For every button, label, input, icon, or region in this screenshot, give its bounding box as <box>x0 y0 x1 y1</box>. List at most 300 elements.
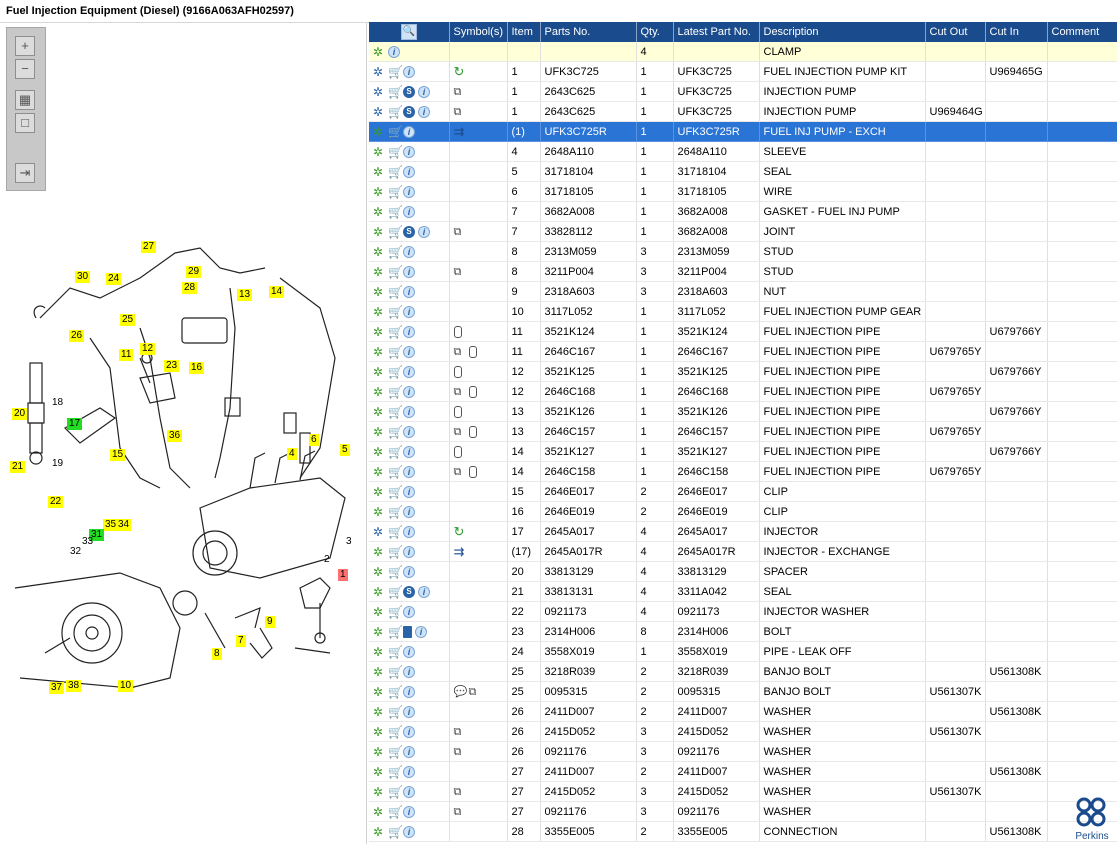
info-icon[interactable]: i <box>403 726 415 738</box>
zoom-in-icon[interactable]: + <box>15 36 35 56</box>
callout-15[interactable]: 15 <box>112 449 124 460</box>
callout-18[interactable]: 18 <box>52 397 64 408</box>
cart-icon[interactable]: 🛒 <box>388 664 403 679</box>
callout-38[interactable]: 38 <box>68 680 80 691</box>
callout-23[interactable]: 23 <box>166 360 178 371</box>
info-icon[interactable]: i <box>403 286 415 298</box>
table-row[interactable] <box>369 342 1117 362</box>
parts-list-grid[interactable] <box>369 22 1117 844</box>
qty-cell: 3 <box>636 782 673 802</box>
table-row[interactable] <box>369 702 1117 722</box>
cart-icon[interactable]: 🛒 <box>388 424 403 439</box>
callout-7[interactable]: 7 <box>238 635 244 646</box>
cart-icon[interactable]: 🛒 <box>388 364 403 379</box>
info-icon[interactable]: i <box>403 506 415 518</box>
cylinder-icon[interactable] <box>469 466 477 478</box>
info-icon[interactable]: i <box>403 546 415 558</box>
gear-icon[interactable]: ✲ <box>373 744 384 759</box>
cylinder-icon[interactable] <box>469 426 477 438</box>
gears-icon[interactable]: ✲ <box>373 64 384 79</box>
info-icon[interactable]: i <box>418 106 430 118</box>
info-icon[interactable]: i <box>403 666 415 678</box>
manual-icon[interactable]: ⧉ <box>453 265 462 278</box>
cylinder-icon[interactable] <box>469 386 477 398</box>
cart-icon[interactable]: 🛒 <box>388 804 403 819</box>
cart-icon[interactable]: 🛒 <box>388 384 403 399</box>
item-cell: 25 <box>507 682 540 702</box>
callout-27[interactable]: 27 <box>143 241 155 252</box>
cart-icon[interactable]: 🛒 <box>388 124 403 139</box>
table-row[interactable] <box>369 522 1117 542</box>
col-parts-no[interactable]: Parts No. <box>540 22 636 42</box>
latest-part-cell: 2645A017 <box>673 522 759 542</box>
table-row[interactable] <box>369 802 1117 822</box>
kit-swap-icon[interactable]: ↻ <box>453 63 465 79</box>
part-number-cell: UFK3C725 <box>540 62 636 82</box>
gear-icon[interactable]: ✲ <box>373 364 384 379</box>
gear-icon[interactable]: ✲ <box>373 464 384 479</box>
gear-icon[interactable]: ✲ <box>373 664 384 679</box>
cylinder-icon[interactable] <box>454 326 462 338</box>
row-actions-cell <box>369 382 449 402</box>
col-qty[interactable]: Qty. <box>636 22 673 42</box>
supersession-icon[interactable]: S <box>403 586 415 598</box>
callout-34[interactable]: 34 <box>118 519 130 530</box>
table-row[interactable] <box>369 42 1117 62</box>
cart-icon[interactable]: 🛒 <box>388 684 403 699</box>
description-cell: WASHER <box>759 702 925 722</box>
table-row[interactable] <box>369 242 1117 262</box>
gear-icon[interactable]: ✲ <box>373 244 384 259</box>
cart-icon[interactable]: 🛒 <box>388 604 403 619</box>
part-number-cell: 3558X019 <box>540 642 636 662</box>
table-row[interactable] <box>369 782 1117 802</box>
info-icon[interactable]: i <box>418 586 430 598</box>
gear-icon[interactable]: ✲ <box>373 224 384 239</box>
search-parts-icon[interactable]: 🔍 <box>401 24 417 40</box>
gear-icon[interactable]: ✲ <box>373 424 384 439</box>
comment-cell <box>1047 722 1117 742</box>
fit-icon[interactable]: ▦ <box>15 90 35 110</box>
part-number-cell: 31718105 <box>540 182 636 202</box>
info-icon[interactable]: i <box>388 46 400 58</box>
callout-28[interactable]: 28 <box>184 282 196 293</box>
cut-in-cell <box>985 282 1047 302</box>
supersession-icon[interactable]: S <box>403 226 415 238</box>
gear-icon[interactable]: ✲ <box>373 164 384 179</box>
qty-cell: 4 <box>636 42 673 62</box>
qty-cell: 2 <box>636 502 673 522</box>
info-icon[interactable]: i <box>403 746 415 758</box>
table-row[interactable] <box>369 262 1117 282</box>
latest-part-cell: 0095315 <box>673 682 759 702</box>
gear-icon[interactable]: ✲ <box>373 704 384 719</box>
callout-33[interactable]: 33 <box>82 536 94 547</box>
latest-part-cell: UFK3C725 <box>673 82 759 102</box>
info-icon[interactable]: i <box>403 766 415 778</box>
table-row[interactable] <box>369 642 1117 662</box>
table-row[interactable] <box>369 282 1117 302</box>
table-row[interactable] <box>369 462 1117 482</box>
cart-icon[interactable]: 🛒 <box>388 564 403 579</box>
gear-icon[interactable]: ✲ <box>373 404 384 419</box>
table-row[interactable] <box>369 722 1117 742</box>
table-row[interactable] <box>369 762 1117 782</box>
table-row[interactable] <box>369 182 1117 202</box>
callout-21[interactable]: 21 <box>12 461 24 472</box>
gear-icon[interactable]: ✲ <box>373 784 384 799</box>
callout-14[interactable]: 14 <box>271 286 283 297</box>
callout-6[interactable]: 6 <box>311 434 317 445</box>
part-number-cell: 3521K127 <box>540 442 636 462</box>
callout-20[interactable]: 20 <box>14 408 26 419</box>
table-row[interactable] <box>369 382 1117 402</box>
comment-cell <box>1047 222 1117 242</box>
manual-icon[interactable]: ⧉ <box>453 725 462 738</box>
gears-icon[interactable]: ✲ <box>373 84 384 99</box>
cart-icon[interactable]: 🛒 <box>388 544 403 559</box>
cart-icon[interactable]: 🛒 <box>388 284 403 299</box>
cart-icon[interactable]: 🛒 <box>388 584 403 599</box>
cart-icon[interactable]: 🛒 <box>388 764 403 779</box>
cart-icon[interactable]: 🛒 <box>388 264 403 279</box>
description-cell: FUEL INJECTION PIPE <box>759 422 925 442</box>
info-icon[interactable]: i <box>403 366 415 378</box>
cut-in-cell: U679766Y <box>985 322 1047 342</box>
gear-icon[interactable]: ✲ <box>373 144 384 159</box>
kit-swap-icon[interactable]: ↻ <box>453 523 465 539</box>
qty-cell: 3 <box>636 262 673 282</box>
cylinder-icon[interactable] <box>454 406 462 418</box>
manual-icon[interactable]: ⧉ <box>453 425 462 438</box>
table-row[interactable] <box>369 162 1117 182</box>
info-icon[interactable]: i <box>403 786 415 798</box>
part-number-cell: 2646E017 <box>540 482 636 502</box>
gear-icon[interactable]: ✲ <box>373 544 384 559</box>
info-icon[interactable]: i <box>403 206 415 218</box>
info-icon[interactable]: i <box>403 386 415 398</box>
cart-icon[interactable]: 🛒 <box>388 444 403 459</box>
symbols-cell <box>449 142 507 162</box>
callout-11[interactable]: 11 <box>121 349 132 360</box>
description-cell: FUEL INJECTION PIPE <box>759 362 925 382</box>
callout-36[interactable]: 36 <box>169 430 181 441</box>
gears-icon[interactable]: ✲ <box>373 524 384 539</box>
callout-4[interactable]: 4 <box>289 448 295 459</box>
cart-icon[interactable]: 🛒 <box>388 464 403 479</box>
callout-29[interactable]: 29 <box>188 266 200 277</box>
cart-icon[interactable]: 🛒 <box>388 304 403 319</box>
symbols-cell <box>449 342 507 362</box>
illustration-pane[interactable] <box>0 23 367 844</box>
part-number-cell: 2313M059 <box>540 242 636 262</box>
cut-out-cell: U969464G <box>925 102 985 122</box>
table-row[interactable] <box>369 122 1117 142</box>
table-row[interactable] <box>369 202 1117 222</box>
col-item[interactable]: Item <box>507 22 540 42</box>
gear-icon[interactable]: ✲ <box>373 644 384 659</box>
info-icon[interactable]: i <box>403 166 415 178</box>
table-row[interactable] <box>369 82 1117 102</box>
cart-icon[interactable]: 🛒 <box>388 184 403 199</box>
table-row[interactable] <box>369 422 1117 442</box>
table-row[interactable] <box>369 442 1117 462</box>
info-icon[interactable]: i <box>403 706 415 718</box>
info-icon[interactable]: i <box>403 686 415 698</box>
cart-icon[interactable]: 🛒 <box>388 324 403 339</box>
gear-icon[interactable]: ✲ <box>373 804 384 819</box>
gear-icon[interactable]: ✲ <box>373 584 384 599</box>
table-row[interactable] <box>369 622 1117 642</box>
table-row[interactable] <box>369 822 1117 842</box>
item-cell: 25 <box>507 662 540 682</box>
cart-icon[interactable]: 🛒 <box>388 824 403 839</box>
callout-19[interactable]: 19 <box>52 458 64 469</box>
viewer-toolbar <box>6 27 46 191</box>
gear-icon[interactable]: ✲ <box>373 284 384 299</box>
info-icon[interactable]: i <box>403 246 415 258</box>
cart-icon[interactable]: 🛒 <box>388 404 403 419</box>
info-icon[interactable]: i <box>403 406 415 418</box>
qty-cell: 4 <box>636 542 673 562</box>
cart-icon[interactable]: 🛒 <box>388 224 403 239</box>
info-icon[interactable]: i <box>403 426 415 438</box>
info-icon[interactable]: i <box>403 526 415 538</box>
table-row[interactable] <box>369 502 1117 522</box>
gear-icon[interactable]: ✲ <box>373 824 384 839</box>
manual-icon[interactable]: ⧉ <box>453 785 462 798</box>
info-icon[interactable]: i <box>403 566 415 578</box>
exchange-icon[interactable]: ⇉ <box>453 543 465 559</box>
callout-32[interactable]: 32 <box>70 546 82 557</box>
frame-icon[interactable]: □ <box>15 113 35 133</box>
callout-1[interactable]: 1 <box>340 569 346 580</box>
gear-icon[interactable]: ✲ <box>373 384 384 399</box>
gear-icon[interactable]: ✲ <box>373 264 384 279</box>
cart-icon[interactable]: 🛒 <box>388 724 403 739</box>
callout-30[interactable]: 30 <box>77 271 89 282</box>
supersession-icon[interactable]: S <box>403 86 415 98</box>
info-icon[interactable]: i <box>403 806 415 818</box>
manual-icon[interactable]: ⧉ <box>453 465 462 478</box>
gear-icon[interactable]: ✲ <box>373 204 384 219</box>
cart-icon[interactable]: 🛒 <box>388 784 403 799</box>
gear-icon[interactable]: ✲ <box>373 44 384 59</box>
table-row[interactable] <box>369 102 1117 122</box>
manual-icon[interactable]: ⧉ <box>453 805 462 818</box>
callout-10[interactable]: 10 <box>120 680 132 691</box>
manual-icon[interactable]: ⧉ <box>453 225 462 238</box>
info-icon[interactable]: i <box>403 186 415 198</box>
cart-icon[interactable]: 🛒 <box>388 744 403 759</box>
gear-icon[interactable]: ✲ <box>373 184 384 199</box>
cart-icon[interactable]: 🛒 <box>388 244 403 259</box>
cart-icon[interactable]: 🛒 <box>388 504 403 519</box>
cut-out-cell <box>925 42 985 62</box>
cart-icon[interactable]: 🛒 <box>388 484 403 499</box>
gear-icon[interactable]: ✲ <box>373 324 384 339</box>
table-row[interactable] <box>369 322 1117 342</box>
cut-in-cell <box>985 742 1047 762</box>
cart-icon[interactable]: 🛒 <box>388 144 403 159</box>
gear-icon[interactable]: ✲ <box>373 624 384 639</box>
cylinder-icon[interactable] <box>454 366 462 378</box>
callout-9[interactable]: 9 <box>267 616 273 627</box>
cart-icon[interactable]: 🛒 <box>388 64 403 79</box>
gear-icon[interactable]: ✲ <box>373 304 384 319</box>
cut-out-cell <box>925 282 985 302</box>
info-icon[interactable]: i <box>403 826 415 838</box>
info-icon[interactable]: i <box>418 86 430 98</box>
cart-icon[interactable]: 🛒 <box>388 644 403 659</box>
info-icon[interactable]: i <box>403 126 415 138</box>
callout-35[interactable]: 35 <box>105 519 117 530</box>
symbols-cell <box>449 582 507 602</box>
table-row[interactable] <box>369 302 1117 322</box>
callout-17[interactable]: 17 <box>69 418 81 429</box>
row-actions-cell <box>369 162 449 182</box>
manual-icon[interactable]: ⧉ <box>468 685 477 698</box>
info-icon[interactable]: i <box>403 66 415 78</box>
cut-out-cell <box>925 642 985 662</box>
info-icon[interactable]: i <box>403 486 415 498</box>
comment-cell <box>1047 262 1117 282</box>
document-icon[interactable] <box>403 626 412 638</box>
table-row[interactable] <box>369 662 1117 682</box>
latest-part-cell: 2645A017R <box>673 542 759 562</box>
manual-icon[interactable]: ⧉ <box>453 745 462 758</box>
item-cell: 5 <box>507 162 540 182</box>
gear-icon[interactable]: ✲ <box>373 564 384 579</box>
table-row[interactable] <box>369 602 1117 622</box>
table-row[interactable] <box>369 222 1117 242</box>
table-row[interactable] <box>369 562 1117 582</box>
callout-5[interactable]: 5 <box>342 444 348 455</box>
cut-in-cell: U561308K <box>985 702 1047 722</box>
callout-37[interactable]: 37 <box>51 682 63 693</box>
item-cell: 15 <box>507 482 540 502</box>
symbols-cell <box>449 462 507 482</box>
gear-icon[interactable]: ✲ <box>373 724 384 739</box>
cart-icon[interactable]: 🛒 <box>388 204 403 219</box>
table-row[interactable] <box>369 62 1117 82</box>
gear-icon[interactable]: ✲ <box>373 604 384 619</box>
comment-cell <box>1047 442 1117 462</box>
manual-icon[interactable]: ⧉ <box>453 385 462 398</box>
callout-8[interactable]: 8 <box>214 648 220 659</box>
callout-26[interactable]: 26 <box>71 330 83 341</box>
info-icon[interactable]: i <box>403 446 415 458</box>
comment-cell <box>1047 42 1117 62</box>
description-cell: FUEL INJECTION PUMP GEAR <box>759 302 925 322</box>
zoom-out-icon[interactable]: − <box>15 59 35 79</box>
export-icon[interactable]: ⇥ <box>15 163 35 183</box>
info-icon[interactable]: i <box>403 646 415 658</box>
part-number-cell: 3521K126 <box>540 402 636 422</box>
info-icon[interactable]: i <box>403 606 415 618</box>
table-row[interactable] <box>369 142 1117 162</box>
callout-12[interactable]: 12 <box>142 343 154 354</box>
description-cell: SLEEVE <box>759 142 925 162</box>
gear-icon[interactable]: ✲ <box>373 684 384 699</box>
col-description[interactable]: Description <box>759 22 925 42</box>
manual-icon[interactable]: ⧉ <box>453 105 462 118</box>
col-cut-out[interactable]: Cut Out <box>925 22 985 42</box>
row-actions-cell <box>369 822 449 842</box>
gear-icon[interactable]: ✲ <box>373 504 384 519</box>
exploded-diagram[interactable] <box>0 208 366 708</box>
gear-icon[interactable]: ✲ <box>373 484 384 499</box>
info-icon[interactable]: i <box>418 226 430 238</box>
col-icons[interactable] <box>369 22 449 42</box>
cart-icon[interactable]: 🛒 <box>388 84 403 99</box>
table-row[interactable] <box>369 542 1117 562</box>
gears-icon[interactable]: ✲ <box>373 104 384 119</box>
info-icon[interactable]: i <box>403 326 415 338</box>
callout-31[interactable]: 31 <box>91 529 103 540</box>
callout-25[interactable]: 25 <box>122 314 134 325</box>
manual-icon[interactable]: ⧉ <box>453 345 462 358</box>
gear-icon[interactable]: ✲ <box>373 444 384 459</box>
cylinder-icon[interactable] <box>469 346 477 358</box>
cart-icon[interactable]: 🛒 <box>388 104 403 119</box>
table-row[interactable] <box>369 362 1117 382</box>
gear-icon[interactable]: ✲ <box>373 124 384 139</box>
info-icon[interactable]: i <box>403 146 415 158</box>
col-comment[interactable]: Comment <box>1047 22 1117 42</box>
info-icon[interactable]: i <box>403 306 415 318</box>
gear-icon[interactable]: ✲ <box>373 764 384 779</box>
table-row[interactable] <box>369 402 1117 422</box>
callout-3[interactable]: 3 <box>346 536 352 547</box>
callout-22[interactable]: 22 <box>50 496 62 507</box>
info-icon[interactable]: i <box>403 466 415 478</box>
col-cut-in[interactable]: Cut In <box>985 22 1047 42</box>
exchange-icon[interactable]: ⇉ <box>453 123 465 139</box>
info-icon[interactable]: i <box>415 626 427 638</box>
cart-icon[interactable]: 🛒 <box>388 344 403 359</box>
info-icon[interactable]: i <box>403 346 415 358</box>
cart-icon[interactable]: 🛒 <box>388 164 403 179</box>
col-latest-part-no[interactable]: Latest Part No. <box>673 22 759 42</box>
callout-2[interactable]: 2 <box>324 554 330 565</box>
callout-24[interactable]: 24 <box>108 273 120 284</box>
table-row[interactable] <box>369 682 1117 702</box>
cylinder-icon[interactable] <box>454 446 462 458</box>
info-icon[interactable]: i <box>403 266 415 278</box>
symbols-cell <box>449 162 507 182</box>
part-number-cell: 2643C625 <box>540 82 636 102</box>
supersession-icon[interactable]: S <box>403 106 415 118</box>
table-row[interactable] <box>369 582 1117 602</box>
table-row[interactable] <box>369 482 1117 502</box>
row-actions-cell <box>369 742 449 762</box>
callout-16[interactable]: 16 <box>191 362 203 373</box>
qty-cell: 4 <box>636 522 673 542</box>
part-number-cell: 2646C157 <box>540 422 636 442</box>
cut-in-cell <box>985 342 1047 362</box>
callout-13[interactable]: 13 <box>239 289 251 300</box>
cart-icon[interactable]: 🛒 <box>388 524 403 539</box>
col-symbols[interactable]: Symbol(s) <box>449 22 507 42</box>
gear-icon[interactable]: ✲ <box>373 344 384 359</box>
qty-cell: 3 <box>636 722 673 742</box>
table-row[interactable] <box>369 742 1117 762</box>
note-icon[interactable]: 💬 <box>453 685 468 698</box>
manual-icon[interactable]: ⧉ <box>453 85 462 98</box>
cart-icon[interactable]: 🛒 <box>388 624 403 639</box>
cart-icon[interactable]: 🛒 <box>388 704 403 719</box>
